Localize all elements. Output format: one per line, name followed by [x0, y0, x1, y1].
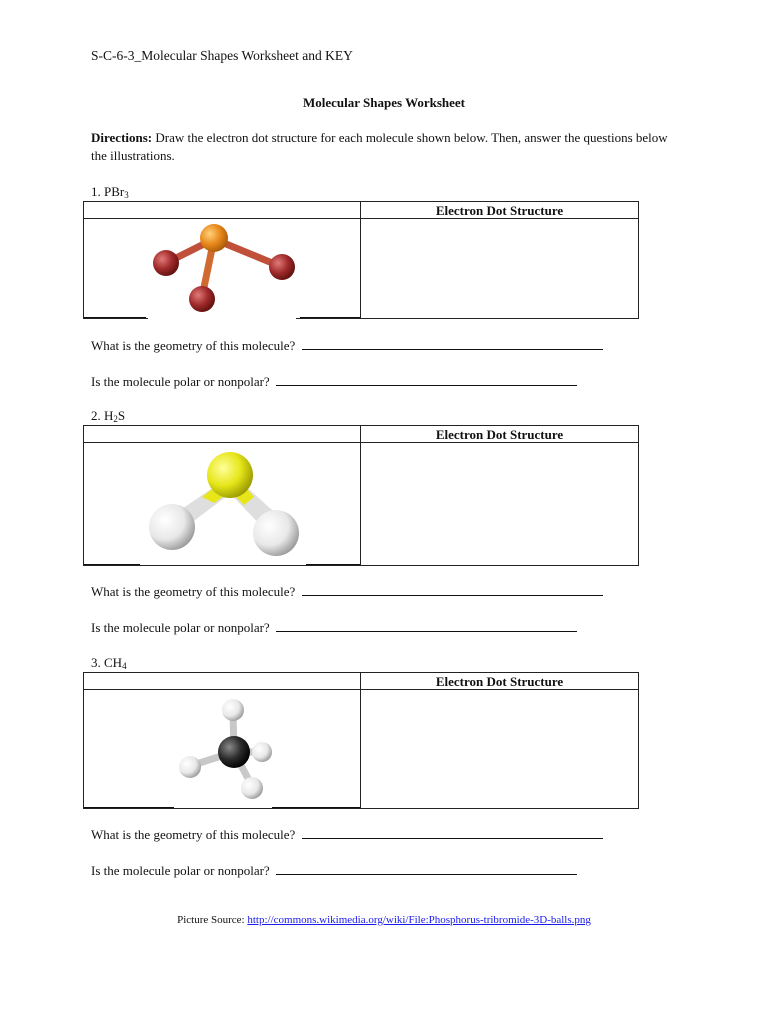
table-header-empty: [84, 426, 361, 443]
picture-source-label: Picture Source:: [177, 914, 248, 926]
question-number: 2.: [91, 408, 101, 423]
polarity-answer-line[interactable]: [276, 621, 577, 632]
directions-label: Directions:: [91, 130, 153, 145]
polarity-answer-line[interactable]: [276, 375, 577, 386]
polarity-prompt: Is the molecule polar or nonpolar?: [91, 863, 270, 878]
table-header: Electron Dot Structure: [361, 202, 638, 219]
question-2-table: [83, 425, 639, 566]
polarity-question-1: [91, 374, 577, 390]
table-header-empty: [84, 673, 361, 690]
geometry-question-2: [91, 584, 603, 600]
formula-subscript: 2: [113, 414, 118, 424]
ch4-ball-and-stick-model-icon: [84, 690, 360, 809]
polarity-question-3: [91, 863, 577, 879]
formula-subscript: 3: [124, 190, 129, 200]
file-title: S-C-6-3_Molecular Shapes Worksheet and KEY: [91, 48, 353, 63]
table-header-empty: [84, 202, 361, 219]
polarity-answer-line[interactable]: [276, 864, 577, 875]
question-2-label: [91, 408, 125, 424]
geometry-prompt: What is the geometry of this molecule?: [91, 584, 296, 599]
molecule-image-cell: [84, 219, 361, 318]
molecule-image-cell: [84, 443, 361, 565]
worksheet-title: Molecular Shapes Worksheet: [302, 95, 466, 110]
question-3-label: [91, 655, 127, 671]
question-number: 1.: [91, 184, 101, 199]
electron-dot-cell[interactable]: [361, 219, 638, 318]
question-number: 3.: [91, 655, 101, 670]
electron-dot-cell[interactable]: [361, 690, 638, 808]
table-header: Electron Dot Structure: [361, 673, 638, 690]
geometry-prompt: What is the geometry of this molecule?: [91, 827, 296, 842]
question-3-table: [83, 672, 639, 809]
formula-subscript: 4: [122, 661, 127, 671]
geometry-question-3: [91, 827, 603, 843]
geometry-prompt: What is the geometry of this molecule?: [91, 338, 296, 353]
question-1-table: [83, 201, 639, 319]
geometry-answer-line[interactable]: [302, 339, 603, 350]
formula: H: [104, 408, 114, 423]
electron-dot-cell[interactable]: [361, 443, 638, 565]
picture-source: [0, 914, 768, 926]
h2s-ball-and-stick-model-icon: [84, 443, 360, 566]
polarity-prompt: Is the molecule polar or nonpolar?: [91, 620, 270, 635]
picture-source-link[interactable]: http://commons.wikimedia.org/wiki/File:Phosphorus-tribromide-3D-balls.png: [247, 914, 591, 926]
formula-tail: S: [117, 408, 126, 423]
table-header: Electron Dot Structure: [361, 426, 638, 443]
geometry-answer-line[interactable]: [302, 585, 603, 596]
geometry-answer-line[interactable]: [302, 828, 603, 839]
molecule-image-cell: [84, 690, 361, 808]
polarity-prompt: Is the molecule polar or nonpolar?: [91, 374, 270, 389]
directions: [91, 129, 681, 165]
geometry-question-1: [91, 338, 603, 354]
polarity-question-2: [91, 620, 577, 636]
directions-text: Draw the electron dot structure for each molecule shown below. Then, answer the questions below the illustrations.: [91, 130, 668, 163]
formula: CH: [104, 655, 123, 670]
formula: PBr: [104, 184, 125, 199]
question-1-label: [91, 184, 129, 200]
pbr3-ball-and-stick-model-icon: [84, 219, 360, 319]
